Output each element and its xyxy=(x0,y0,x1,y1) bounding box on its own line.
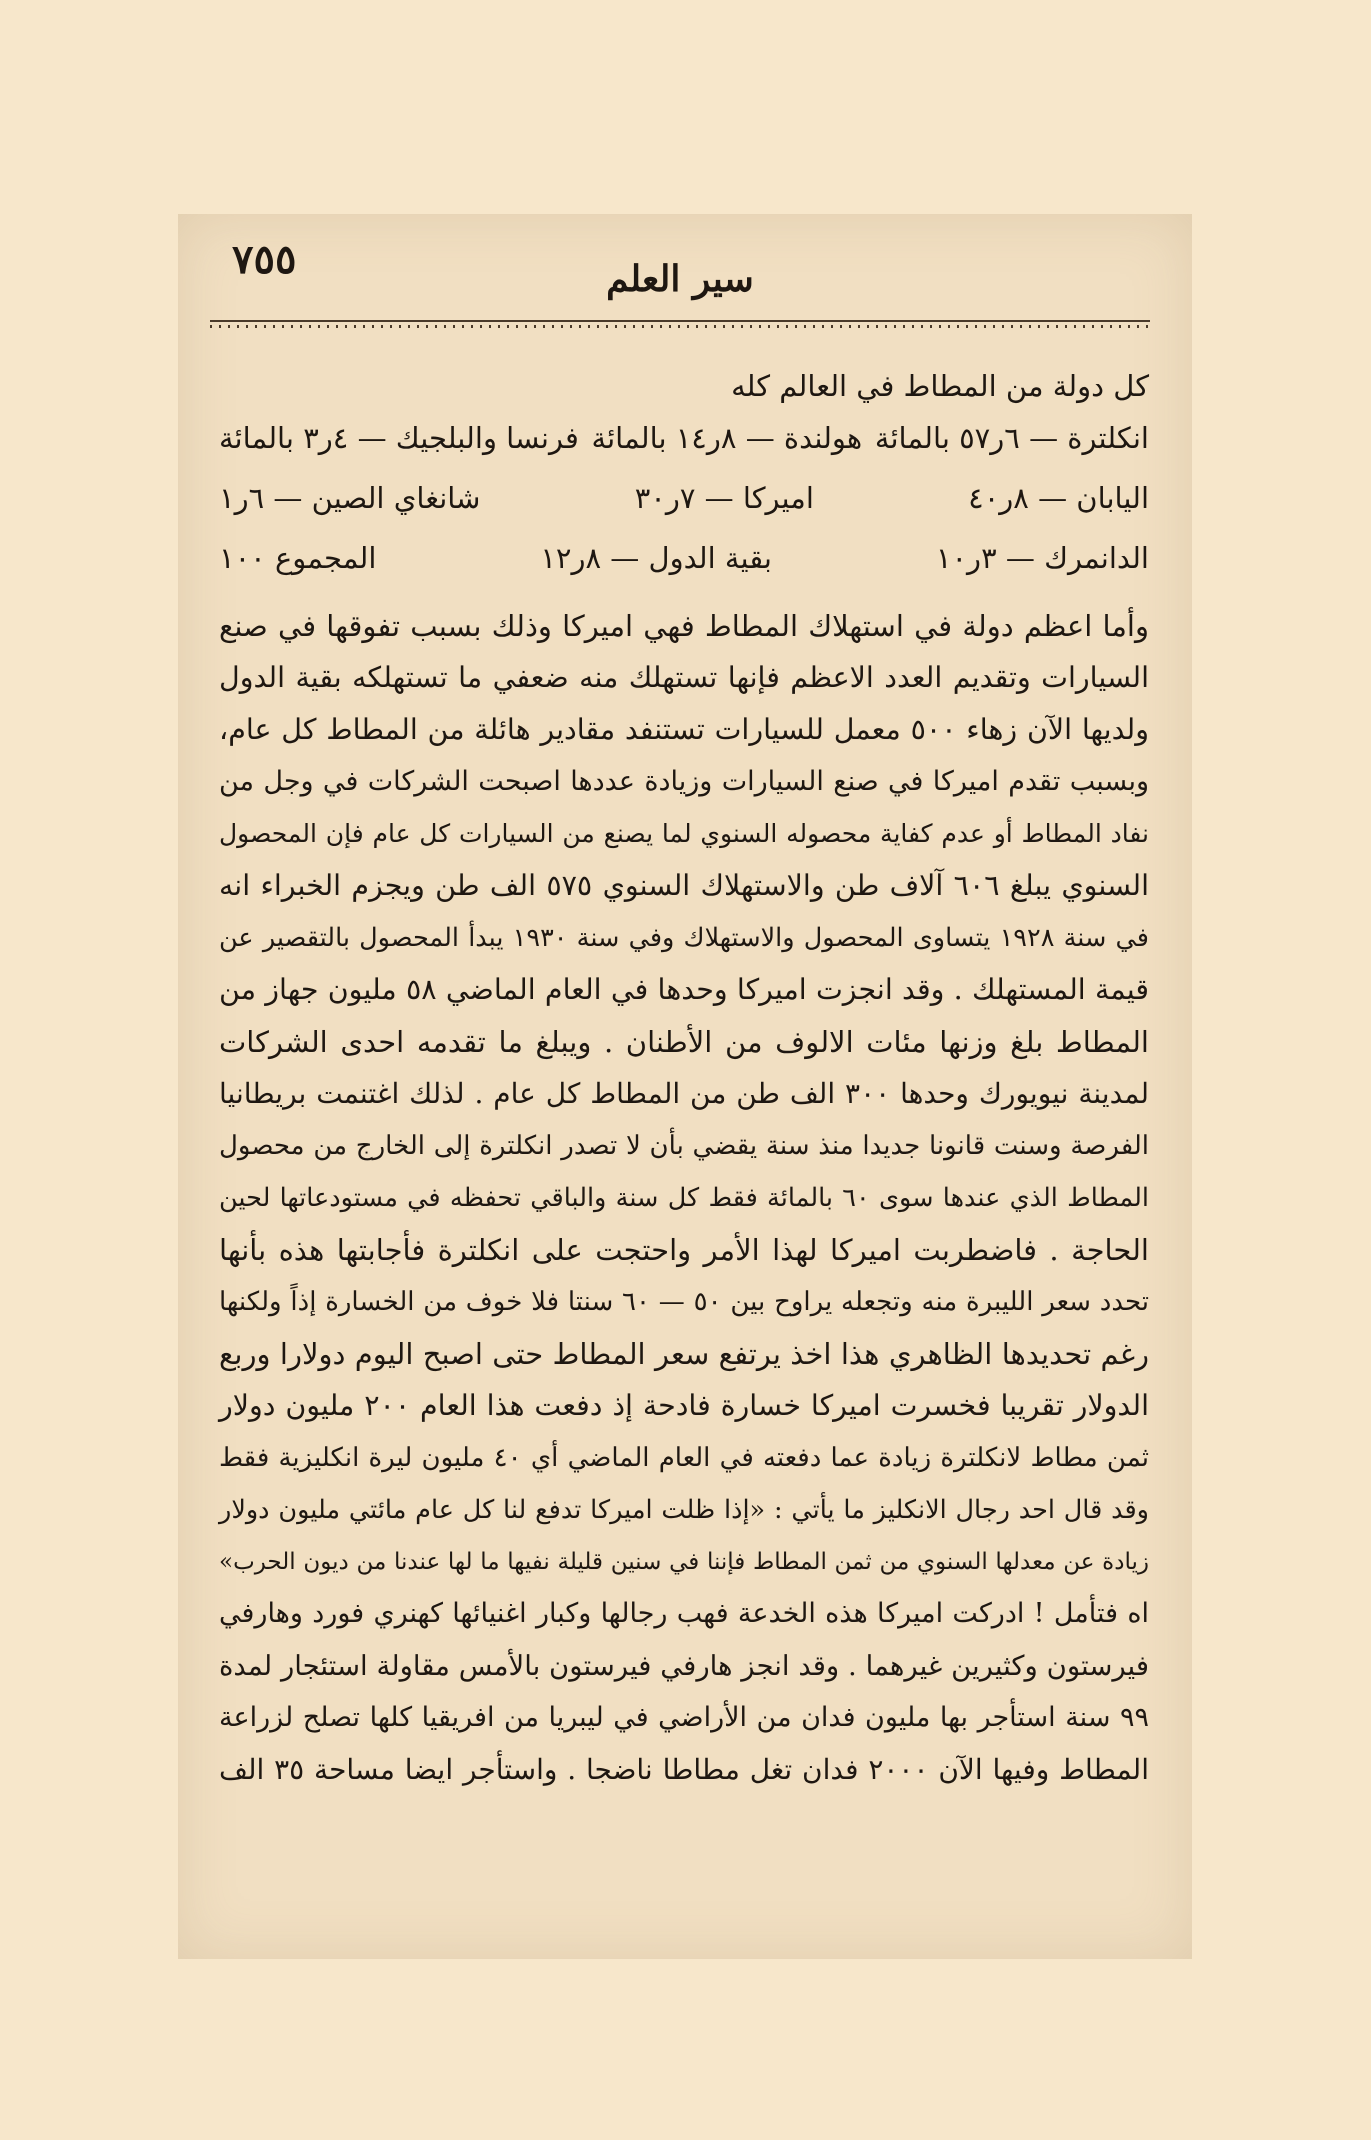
header-rule xyxy=(210,320,1150,330)
stats-row xyxy=(219,538,1149,598)
stats-cell: اليابان — ٨ر٤٠ xyxy=(968,481,1149,515)
body-line: المطاط بلغ وزنها مئات الالوف من الأطنان . ويبلغ ما تقدمه احدى الشركات xyxy=(219,1025,1149,1059)
stats-cell: الدانمرك — ٣ر١٠ xyxy=(935,541,1149,575)
body-line: نفاد المطاط أو عدم كفاية محصوله السنوي لما يصنع من السيارات كل عام فإن المحصول xyxy=(219,819,1149,848)
body-line: الدولار تقريبا فخسرت اميركا خسارة فادحة إذ دفعت هذا العام ٢٠٠ مليون دولار xyxy=(219,1389,1149,1422)
intro-line: كل دولة من المطاط في العالم كله xyxy=(731,369,1149,403)
stats-cell: انكلترة — ٦ر٥٧ بالمائة xyxy=(874,421,1149,455)
body-line: وبسبب تقدم اميركا في صنع السيارات وزيادة عددها اصبحت الشركات في وجل من xyxy=(219,766,1149,797)
stats-cell: فرنسا والبلجيك — ٤ر٣ بالمائة xyxy=(219,421,579,455)
body-line: فيرستون وكثيرين غيرهما . وقد انجز هارفي فيرستون بالأمس مقاولة استئجار لمدة xyxy=(219,1650,1149,1682)
stats-cell: بقية الدول — ٨ر١٢ xyxy=(540,541,772,575)
stats-cell: شانغاي الصين — ٦ر١ xyxy=(219,481,481,515)
stats-cell: اميركا — ٧ر٣٠ xyxy=(634,481,814,515)
body-line: ثمن مطاط لانكلترة زيادة عما دفعته في العام الماضي أي ٤٠ مليون ليرة انكليزية فقط xyxy=(219,1443,1149,1473)
stats-row xyxy=(219,418,1149,478)
body-line: الفرصة وسنت قانونا جديدا منذ سنة يقضي بأن لا تصدر انكلترة إلى الخارج من محصول xyxy=(219,1131,1149,1161)
body-line: المطاط الذي عندها سوى ٦٠ بالمائة فقط كل سنة والباقي تحفظه في مستودعاتها لحين xyxy=(219,1183,1149,1213)
body-line: ٩٩ سنة استأجر بها مليون فدان من الأراضي في ليبريا من افريقيا كلها تصلح لزراعة xyxy=(219,1702,1149,1733)
stats-row xyxy=(219,478,1149,538)
body-line: رغم تحديدها الظاهري هذا اخذ يرتفع سعر المطاط حتى اصبح اليوم دولارا وربع xyxy=(219,1337,1149,1371)
body-line: الحاجة . فاضطربت اميركا لهذا الأمر واحتجت على انكلترة فأجابتها هذه بأنها xyxy=(219,1233,1149,1267)
body-line: السيارات وتقديم العدد الاعظم فإنها تستهلك منه ضعفي ما تستهلكه بقية الدول xyxy=(219,661,1149,694)
body-line: السنوي يبلغ ٦٠٦ آلاف طن والاستهلاك السنوي ٥٧٥ الف طن ويجزم الخبراء انه xyxy=(219,869,1150,902)
stats-cell: هولندة — ٨ر١٤ بالمائة xyxy=(591,421,863,455)
body-line: لمدينة نيويورك وحدها ٣٠٠ الف طن من المطاط كل عام . لذلك اغتنمت بريطانيا xyxy=(219,1077,1150,1110)
page-number: ٧٥٥ xyxy=(232,236,297,283)
stats-cell: المجموع ١٠٠ xyxy=(219,541,377,575)
body-line: ولديها الآن زهاء ٥٠٠ معمل للسيارات تستنفد مقادير هائلة من المطاط كل عام، xyxy=(219,713,1149,746)
body-line: وقد قال احد رجال الانكليز ما يأتي : «إذا ظلت اميركا تدفع لنا كل عام مائتي مليون دولار xyxy=(219,1495,1149,1525)
running-title: سير العلم xyxy=(606,258,754,300)
body-line: وأما اعظم دولة في استهلاك المطاط فهي اميركا وذلك بسبب تفوقها في صنع xyxy=(219,609,1149,643)
body-line: قيمة المستهلك . وقد انجزت اميركا وحدها في العام الماضي ٥٨ مليون جهاز من xyxy=(219,973,1149,1006)
body-line: زيادة عن معدلها السنوي من ثمن المطاط فإننا في سنين قليلة نفيها ما لها عندنا من ديون الحرب» xyxy=(219,1549,1149,1575)
body-line: اه فتأمل ! ادركت اميركا هذه الخدعة فهب رجالها وكبار اغنيائها كهنري فورد وهارفي xyxy=(219,1598,1149,1629)
body-line: تحدد سعر الليبرة منه وتجعله يراوح بين ٥٠ — ٦٠ سنتا فلا خوف من الخسارة إذاً ولكنها xyxy=(219,1287,1149,1317)
body-line: المطاط وفيها الآن ٢٠٠٠ فدان تغل مطاطا ناضجا . واستأجر ايضا مساحة ٣٥ الف xyxy=(219,1753,1149,1786)
body-line: في سنة ١٩٢٨ يتساوى المحصول والاستهلاك وفي سنة ١٩٣٠ يبدأ المحصول بالتقصير عن xyxy=(219,923,1149,953)
statistics-table xyxy=(219,418,1149,598)
